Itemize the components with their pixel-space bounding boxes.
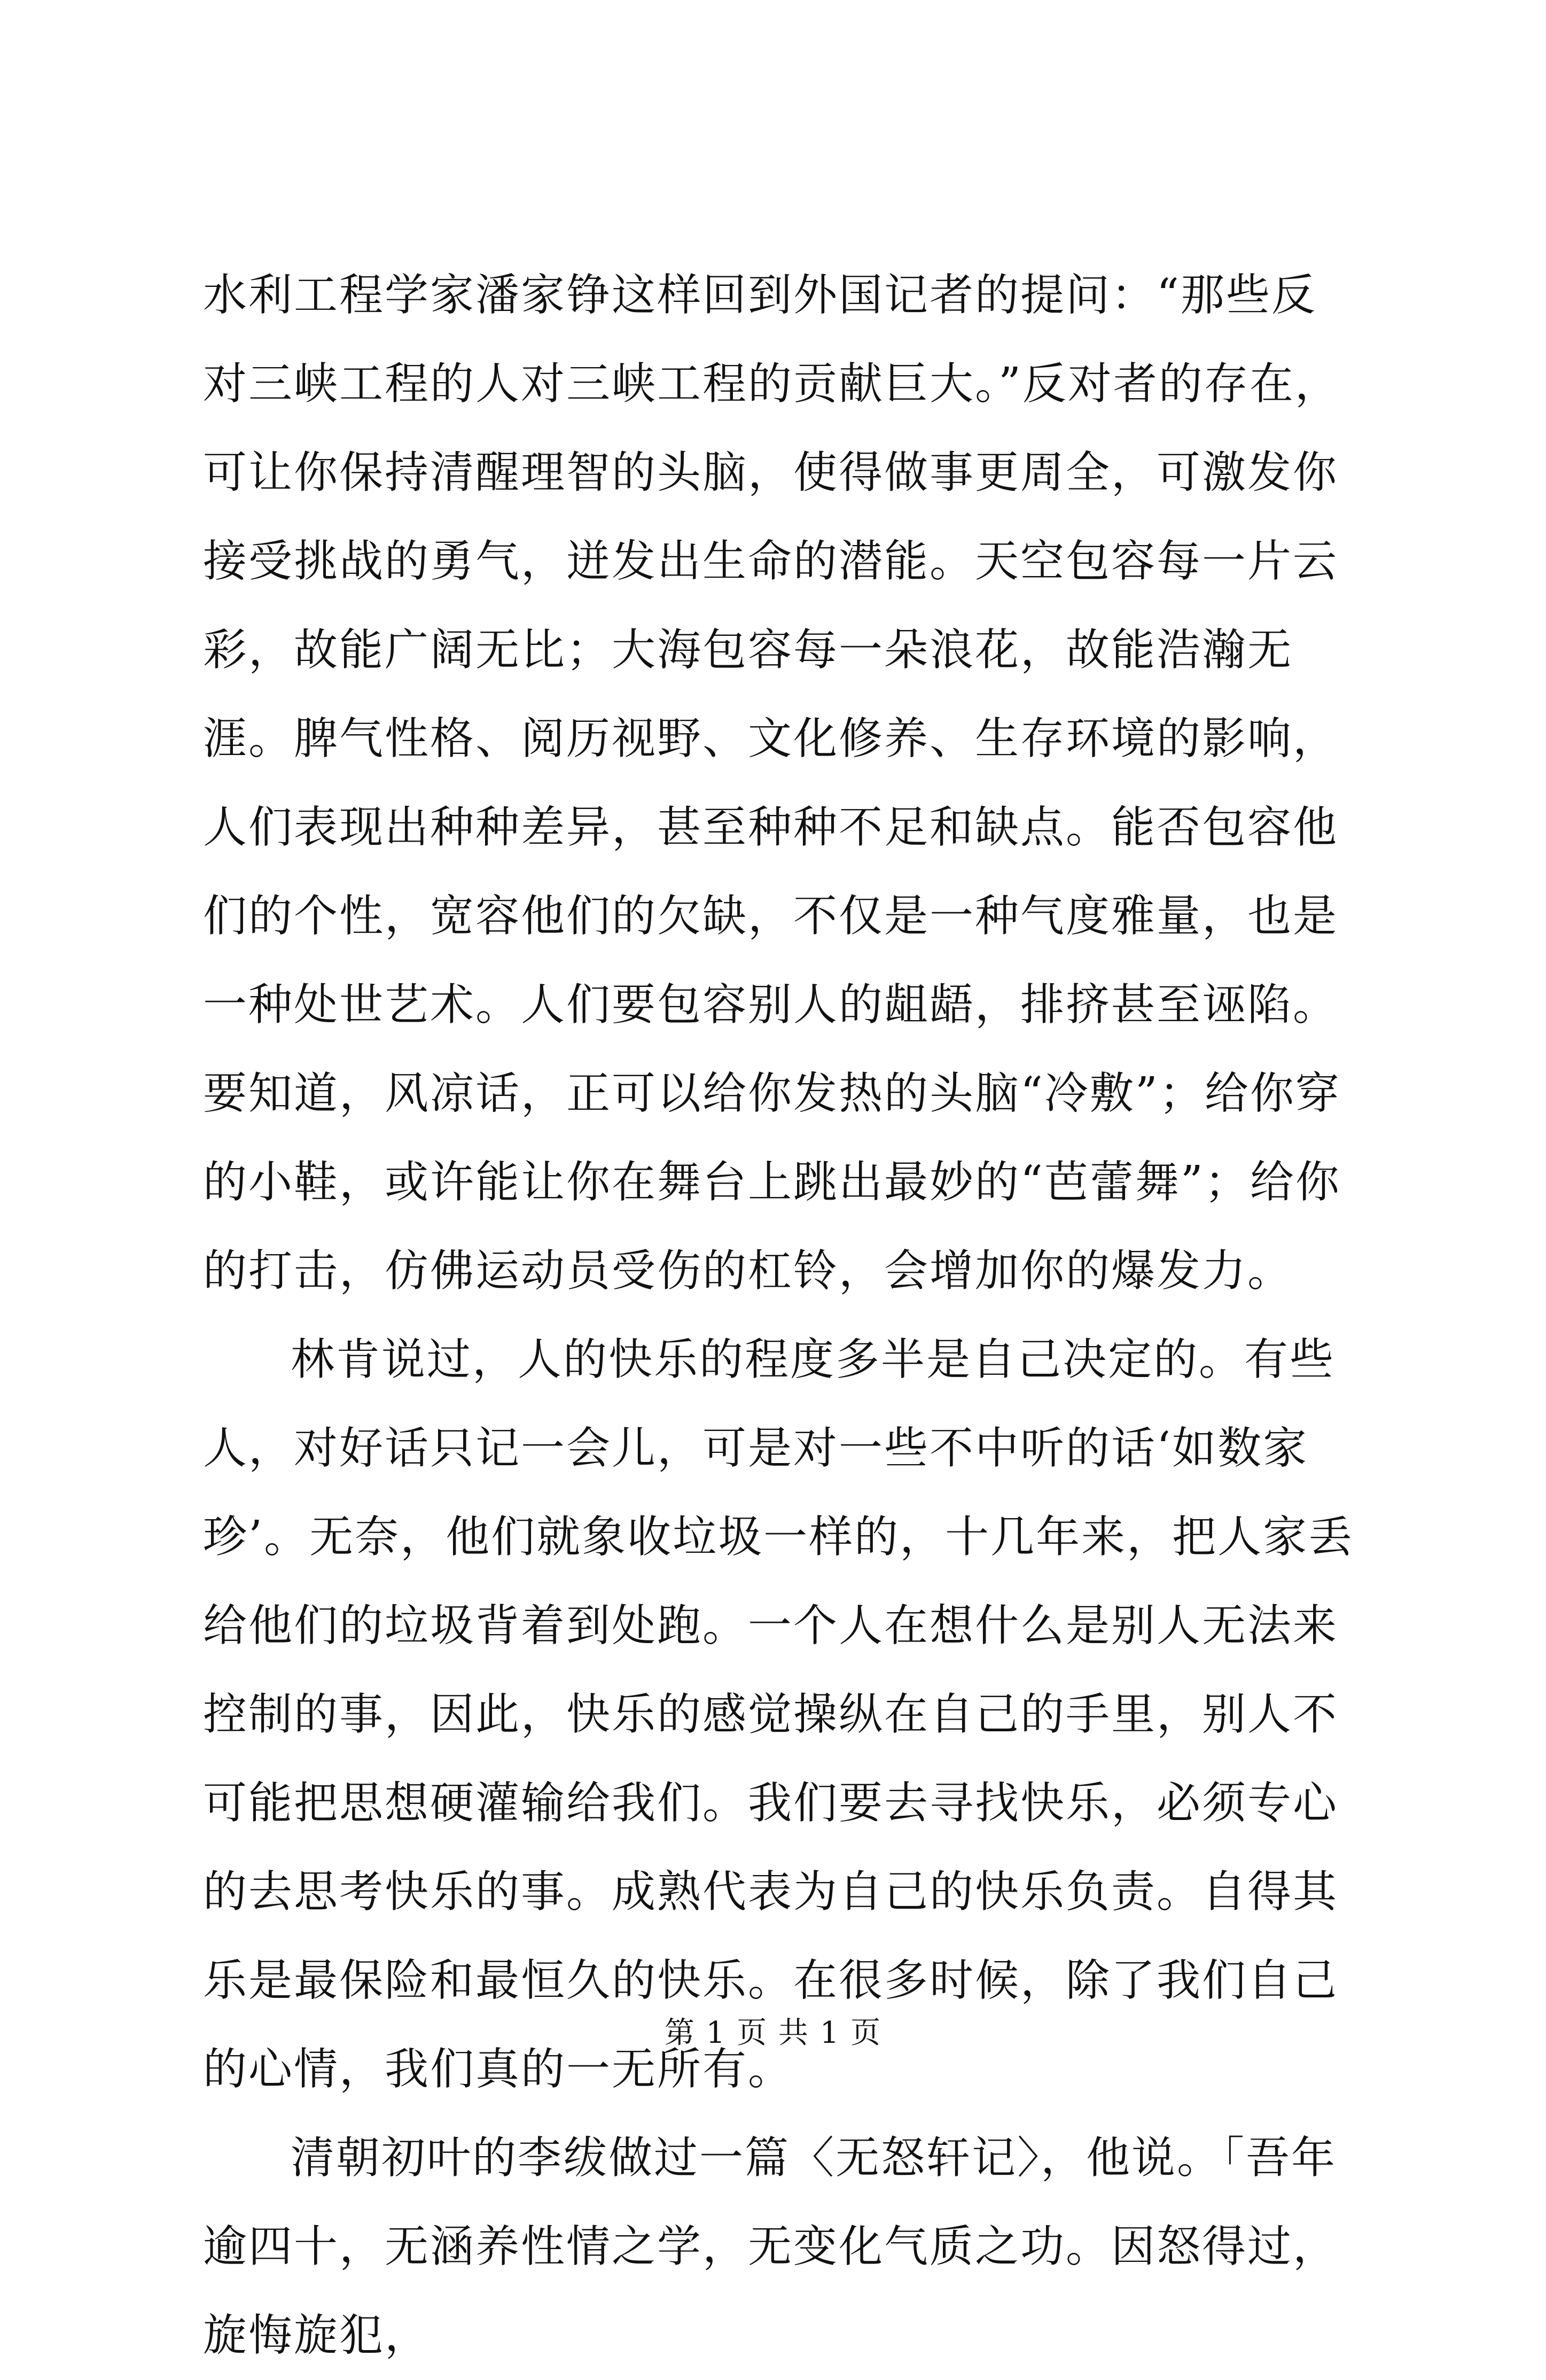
paragraph-3: 清朝初叶的李绂做过一篇〈无怒轩记〉，他说。「吾年逾四十，无涵养性情之学，无变化气质之功。因怒得过，旋悔旋犯， — [203, 2133, 1339, 2361]
paragraph-1: 水利工程学家潘家铮这样回到外国记者的提问：“那些反对三峡工程的人对三峡工程的贡献巨大。”反对者的存在，可让你保持清醒理智的头脑，使得做事更周全，可激发你接受挑战的勇气，迸发出生命的潜能。天空包容每一片云彩，故能广阔无比；大海包容每一朵浪花，故能浩瀚无涯。脾气性格、阅历视野、文化修养、生存环境的影响，人们表现出种种差异，甚至种种不足和缺点。能否包容他们的个性，宽容他们的欠缺，不仅是一种气度雅量，也是一种处世艺术。人们要包容别人的龃龉，排挤甚至诬陷。要知道，风凉话，正可以给你发热的头脑“冷敷”；给你穿的小鞋，或许能让你在舞台上跳出最妙的“芭蕾舞”；给你的打击，仿佛运动员受伤的杠铃，会增加你的爆发力。 — [203, 270, 1341, 1296]
page-footer — [0, 2009, 1546, 2052]
page-number-label: 第 1 页 共 1 页 — [664, 2016, 882, 2050]
paragraph-2: 林肯说过，人的快乐的程度多半是自己决定的。有些人，对好话只记一会儿，可是对一些不中听的话‘如数家珍’。无奈，他们就象收垃圾一样的，十几年来，把人家丢给他们的垃圾背着到处跑。一个人在想什么是别人无法来控制的事，因此，快乐的感觉操纵在自己的手里，别人不可能把思想硬灌输给我们。我们要去寻找快乐，必须专心的去思考快乐的事。成熟代表为自己的快乐负责。自得其乐是最保险和最恒久的快乐。在很多时候，除了我们自己的心情，我们真的一无所有。 — [203, 1334, 1354, 2095]
document-body — [203, 251, 1357, 2380]
